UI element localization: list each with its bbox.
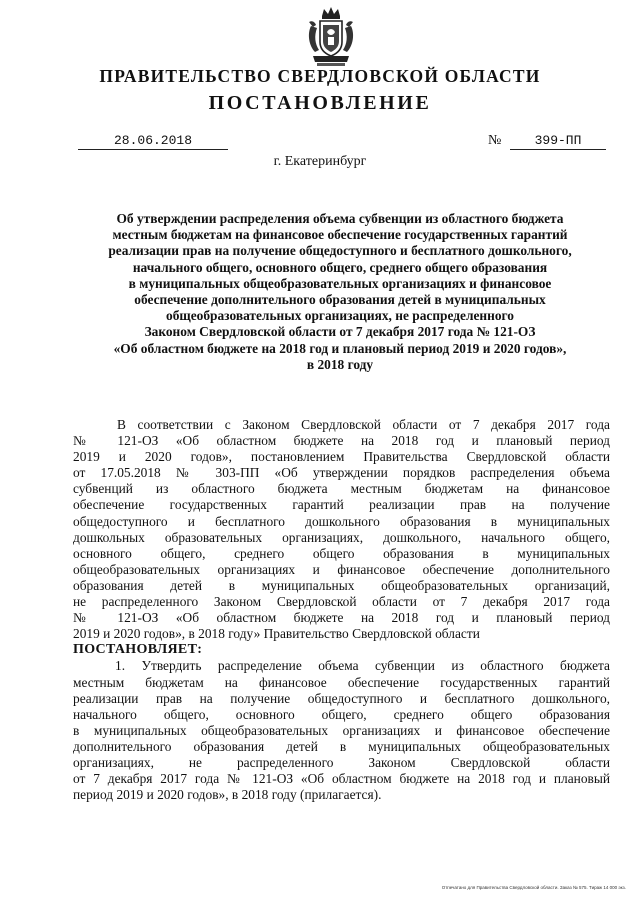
item-line: в муниципальных общеобразовательных организациях и финансовое обеспечение [73,722,610,738]
item-line: местным бюджетам на финансовое обеспечение государственных гарантий [73,674,610,690]
title-line: реализации прав на получение общедоступного и бесплатного дошкольного, [108,243,572,259]
document-date: 28.06.2018 [78,133,228,150]
print-footer: Отпечатано для Правительства Свердловской области. Заказ № 575. Тираж 14 000 экз. [441,885,626,890]
number-value: 399-ПП [510,133,606,150]
item-line: от 7 декабря 2017 года № 121-ОЗ «Об областном бюджете на 2018 год и плановый [73,771,610,787]
city: г. Екатеринбург [273,154,367,169]
preamble-line: обеспечение государственных гарантий реализации прав на получение [73,497,610,513]
title-line: местным бюджетам на финансовое обеспечение государственных гарантий [112,227,568,243]
item-line: дополнительного образования детей в муниципальных общеобразовательных [73,738,610,754]
preamble-line: 2019 и 2020 годов», в 2018 году» Правительство Свердловской области [73,626,480,642]
government-name: ПРАВИТЕЛЬСТВО СВЕРДЛОВСКОЙ ОБЛАСТИ [99,66,541,86]
preamble-line: субвенций из областного бюджета местным бюджетам на финансовое [73,481,610,497]
item-line: период 2019 и 2020 годов», в 2018 году (прилагается). [73,787,382,803]
item-line: реализации прав на получение общедоступного и бесплатного дошкольного, [73,690,610,706]
number-sign: № [488,133,502,148]
preamble-line: от 17.05.2018 № 303-ПП «Об утверждении порядков распределения объема [73,465,610,481]
item-line: 1. Утвердить распределение объема субвенции из областного бюджета [115,658,610,674]
preamble-line: В соответствии с Законом Свердловской области от 7 декабря 2017 года [117,417,610,432]
title-line: в муниципальных общеобразовательных организациях и финансовое [128,275,552,291]
preamble-line: 2019 и 2020 годов», постановлением Правительства Свердловской области [73,449,610,465]
preamble-line: не распределенного Законом Свердловской области от 7 декабря 2017 года [73,594,610,610]
preamble-line: дошкольных образовательных организациях, дошкольного, начального общего, [73,529,610,545]
item-line: организациях, не распределенного Законом Свердловской области [73,754,610,770]
title-line: Законом Свердловской области от 7 декабря 2017 года № 121-ОЗ [144,324,536,340]
decree-word: ПОСТАНОВЛЯЕТ: [73,642,203,658]
preamble-line: общедоступного и бесплатного дошкольного образования в муниципальных [73,513,610,529]
title-line: «Об областном бюджете на 2018 год и плановый период 2019 и 2020 годов», [113,340,567,356]
preamble-line: основного общего, среднего общего образования в муниципальных [73,545,610,561]
preamble-line: № 121-ОЗ «Об областном бюджете на 2018 год и плановый период [73,433,610,449]
title-line: в 2018 году [306,356,374,372]
document-type: ПОСТАНОВЛЕНИЕ [208,92,432,114]
title-line: начального общего, основного общего, среднего общего образования [132,259,548,275]
title-line: Об утверждении распределения объема субвенции из областного бюджета [116,211,564,226]
coat-of-arms-icon [303,6,359,68]
preamble-line: № 121-ОЗ «Об областном бюджете на 2018 год и плановый период [73,610,610,626]
preamble-line: общеобразовательных организациях и финансовое обеспечение дополнительного [73,561,610,577]
title-line: обеспечение дополнительного образования детей в муниципальных [134,292,546,308]
document-body [73,417,610,803]
document-title [70,211,610,373]
preamble-line: образования детей в муниципальных общеобразовательных организаций, [73,577,610,593]
item-line: начального общего, основного общего, среднего общего образования [73,706,610,722]
title-line: общеобразовательных организациях, не распределенного [166,308,514,324]
